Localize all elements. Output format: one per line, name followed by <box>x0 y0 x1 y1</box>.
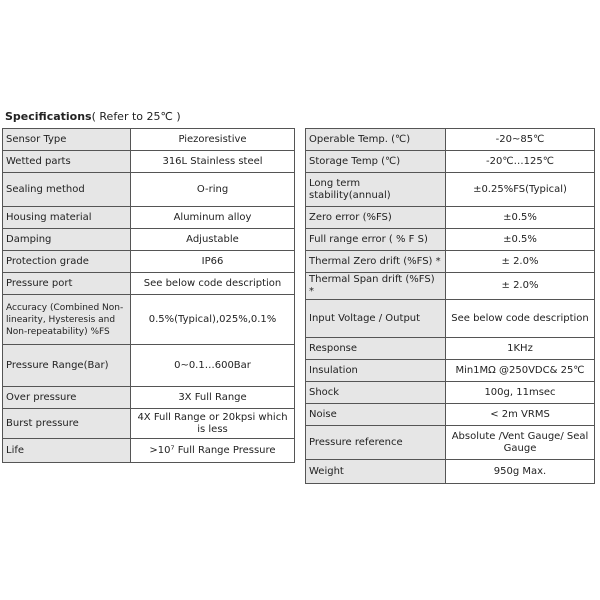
left-spec-value: Piezoresistive <box>131 129 295 151</box>
left-spec-row <box>3 229 295 251</box>
right-spec-value: ±0.5% <box>446 207 595 229</box>
right-spec-value: ±0.5% <box>446 229 595 251</box>
left-spec-row <box>3 173 295 207</box>
left-spec-row <box>3 345 295 387</box>
left-spec-label: Protection grade <box>3 251 131 273</box>
left-spec-value: IP66 <box>131 251 295 273</box>
right-spec-value: 950g Max. <box>446 460 595 484</box>
left-spec-value: 0.5%(Typical),025%,0.1% <box>131 295 295 345</box>
right-spec-row <box>306 338 595 360</box>
right-spec-label: Zero error (%FS) <box>306 207 446 229</box>
left-spec-row <box>3 151 295 173</box>
left-spec-row <box>3 129 295 151</box>
left-spec-label: Life <box>3 439 131 463</box>
right-spec-value: ± 2.0% <box>446 273 595 300</box>
left-spec-value: Adjustable <box>131 229 295 251</box>
left-spec-label: Housing material <box>3 207 131 229</box>
right-spec-row <box>306 273 595 300</box>
right-spec-row <box>306 426 595 460</box>
right-spec-row <box>306 151 595 173</box>
left-spec-value: 3X Full Range <box>131 387 295 409</box>
right-spec-label: Shock <box>306 382 446 404</box>
right-spec-row <box>306 404 595 426</box>
specifications-heading <box>5 110 181 123</box>
left-spec-value: Aluminum alloy <box>131 207 295 229</box>
left-spec-row <box>3 273 295 295</box>
right-spec-label: Full range error ( % F S) <box>306 229 446 251</box>
left-spec-label: Accuracy (Combined Non-linearity, Hysteresis and Non-repeatability) %FS <box>3 295 131 345</box>
right-spec-value: ±0.25%FS(Typical) <box>446 173 595 207</box>
left-spec-value: 4X Full Range or 20kpsi which is less <box>131 409 295 439</box>
right-spec-table <box>305 128 595 484</box>
left-spec-table <box>2 128 295 463</box>
left-spec-row <box>3 251 295 273</box>
left-spec-label: Burst pressure <box>3 409 131 439</box>
right-spec-row <box>306 207 595 229</box>
left-spec-label: Sensor Type <box>3 129 131 151</box>
left-spec-row <box>3 439 295 463</box>
right-spec-row <box>306 300 595 338</box>
right-spec-value: -20℃…125℃ <box>446 151 595 173</box>
right-spec-value: 100g, 11msec <box>446 382 595 404</box>
left-spec-row <box>3 409 295 439</box>
right-spec-value: See below code description <box>446 300 595 338</box>
right-spec-label: Thermal Zero drift (%FS) * <box>306 251 446 273</box>
right-spec-value: Min1MΩ @250VDC& 25℃ <box>446 360 595 382</box>
right-spec-label: Operable Temp. (℃) <box>306 129 446 151</box>
right-spec-label: Storage Temp (℃) <box>306 151 446 173</box>
left-spec-label: Pressure Range(Bar) <box>3 345 131 387</box>
right-spec-value: ± 2.0% <box>446 251 595 273</box>
right-spec-row <box>306 173 595 207</box>
left-spec-value: 0~0.1…600Bar <box>131 345 295 387</box>
left-spec-label: Over pressure <box>3 387 131 409</box>
right-spec-label: Insulation <box>306 360 446 382</box>
heading-note: ( Refer to 25℃ ) <box>91 110 181 123</box>
right-spec-row <box>306 360 595 382</box>
left-spec-value: O-ring <box>131 173 295 207</box>
heading-title: Specifications <box>5 110 92 123</box>
left-spec-row <box>3 207 295 229</box>
right-spec-label: Thermal Span drift (%FS) * <box>306 273 446 300</box>
right-spec-label: Long term stability(annual) <box>306 173 446 207</box>
left-spec-value: 316L Stainless steel <box>131 151 295 173</box>
right-spec-label: Noise <box>306 404 446 426</box>
right-spec-label: Response <box>306 338 446 360</box>
right-spec-row <box>306 229 595 251</box>
left-spec-value: >10⁷ Full Range Pressure <box>131 439 295 463</box>
left-spec-label: Pressure port <box>3 273 131 295</box>
left-spec-row <box>3 295 295 345</box>
left-spec-row <box>3 387 295 409</box>
right-spec-value: Absolute /Vent Gauge/ Seal Gauge <box>446 426 595 460</box>
right-spec-row <box>306 251 595 273</box>
right-spec-value: < 2m VRMS <box>446 404 595 426</box>
right-spec-label: Weight <box>306 460 446 484</box>
left-spec-label: Sealing method <box>3 173 131 207</box>
left-spec-label: Damping <box>3 229 131 251</box>
right-spec-label: Input Voltage / Output <box>306 300 446 338</box>
right-spec-row <box>306 382 595 404</box>
right-spec-row <box>306 129 595 151</box>
right-spec-value: -20~85℃ <box>446 129 595 151</box>
left-spec-label: Wetted parts <box>3 151 131 173</box>
right-spec-label: Pressure reference <box>306 426 446 460</box>
right-spec-value: 1KHz <box>446 338 595 360</box>
left-spec-value: See below code description <box>131 273 295 295</box>
right-spec-row <box>306 460 595 484</box>
